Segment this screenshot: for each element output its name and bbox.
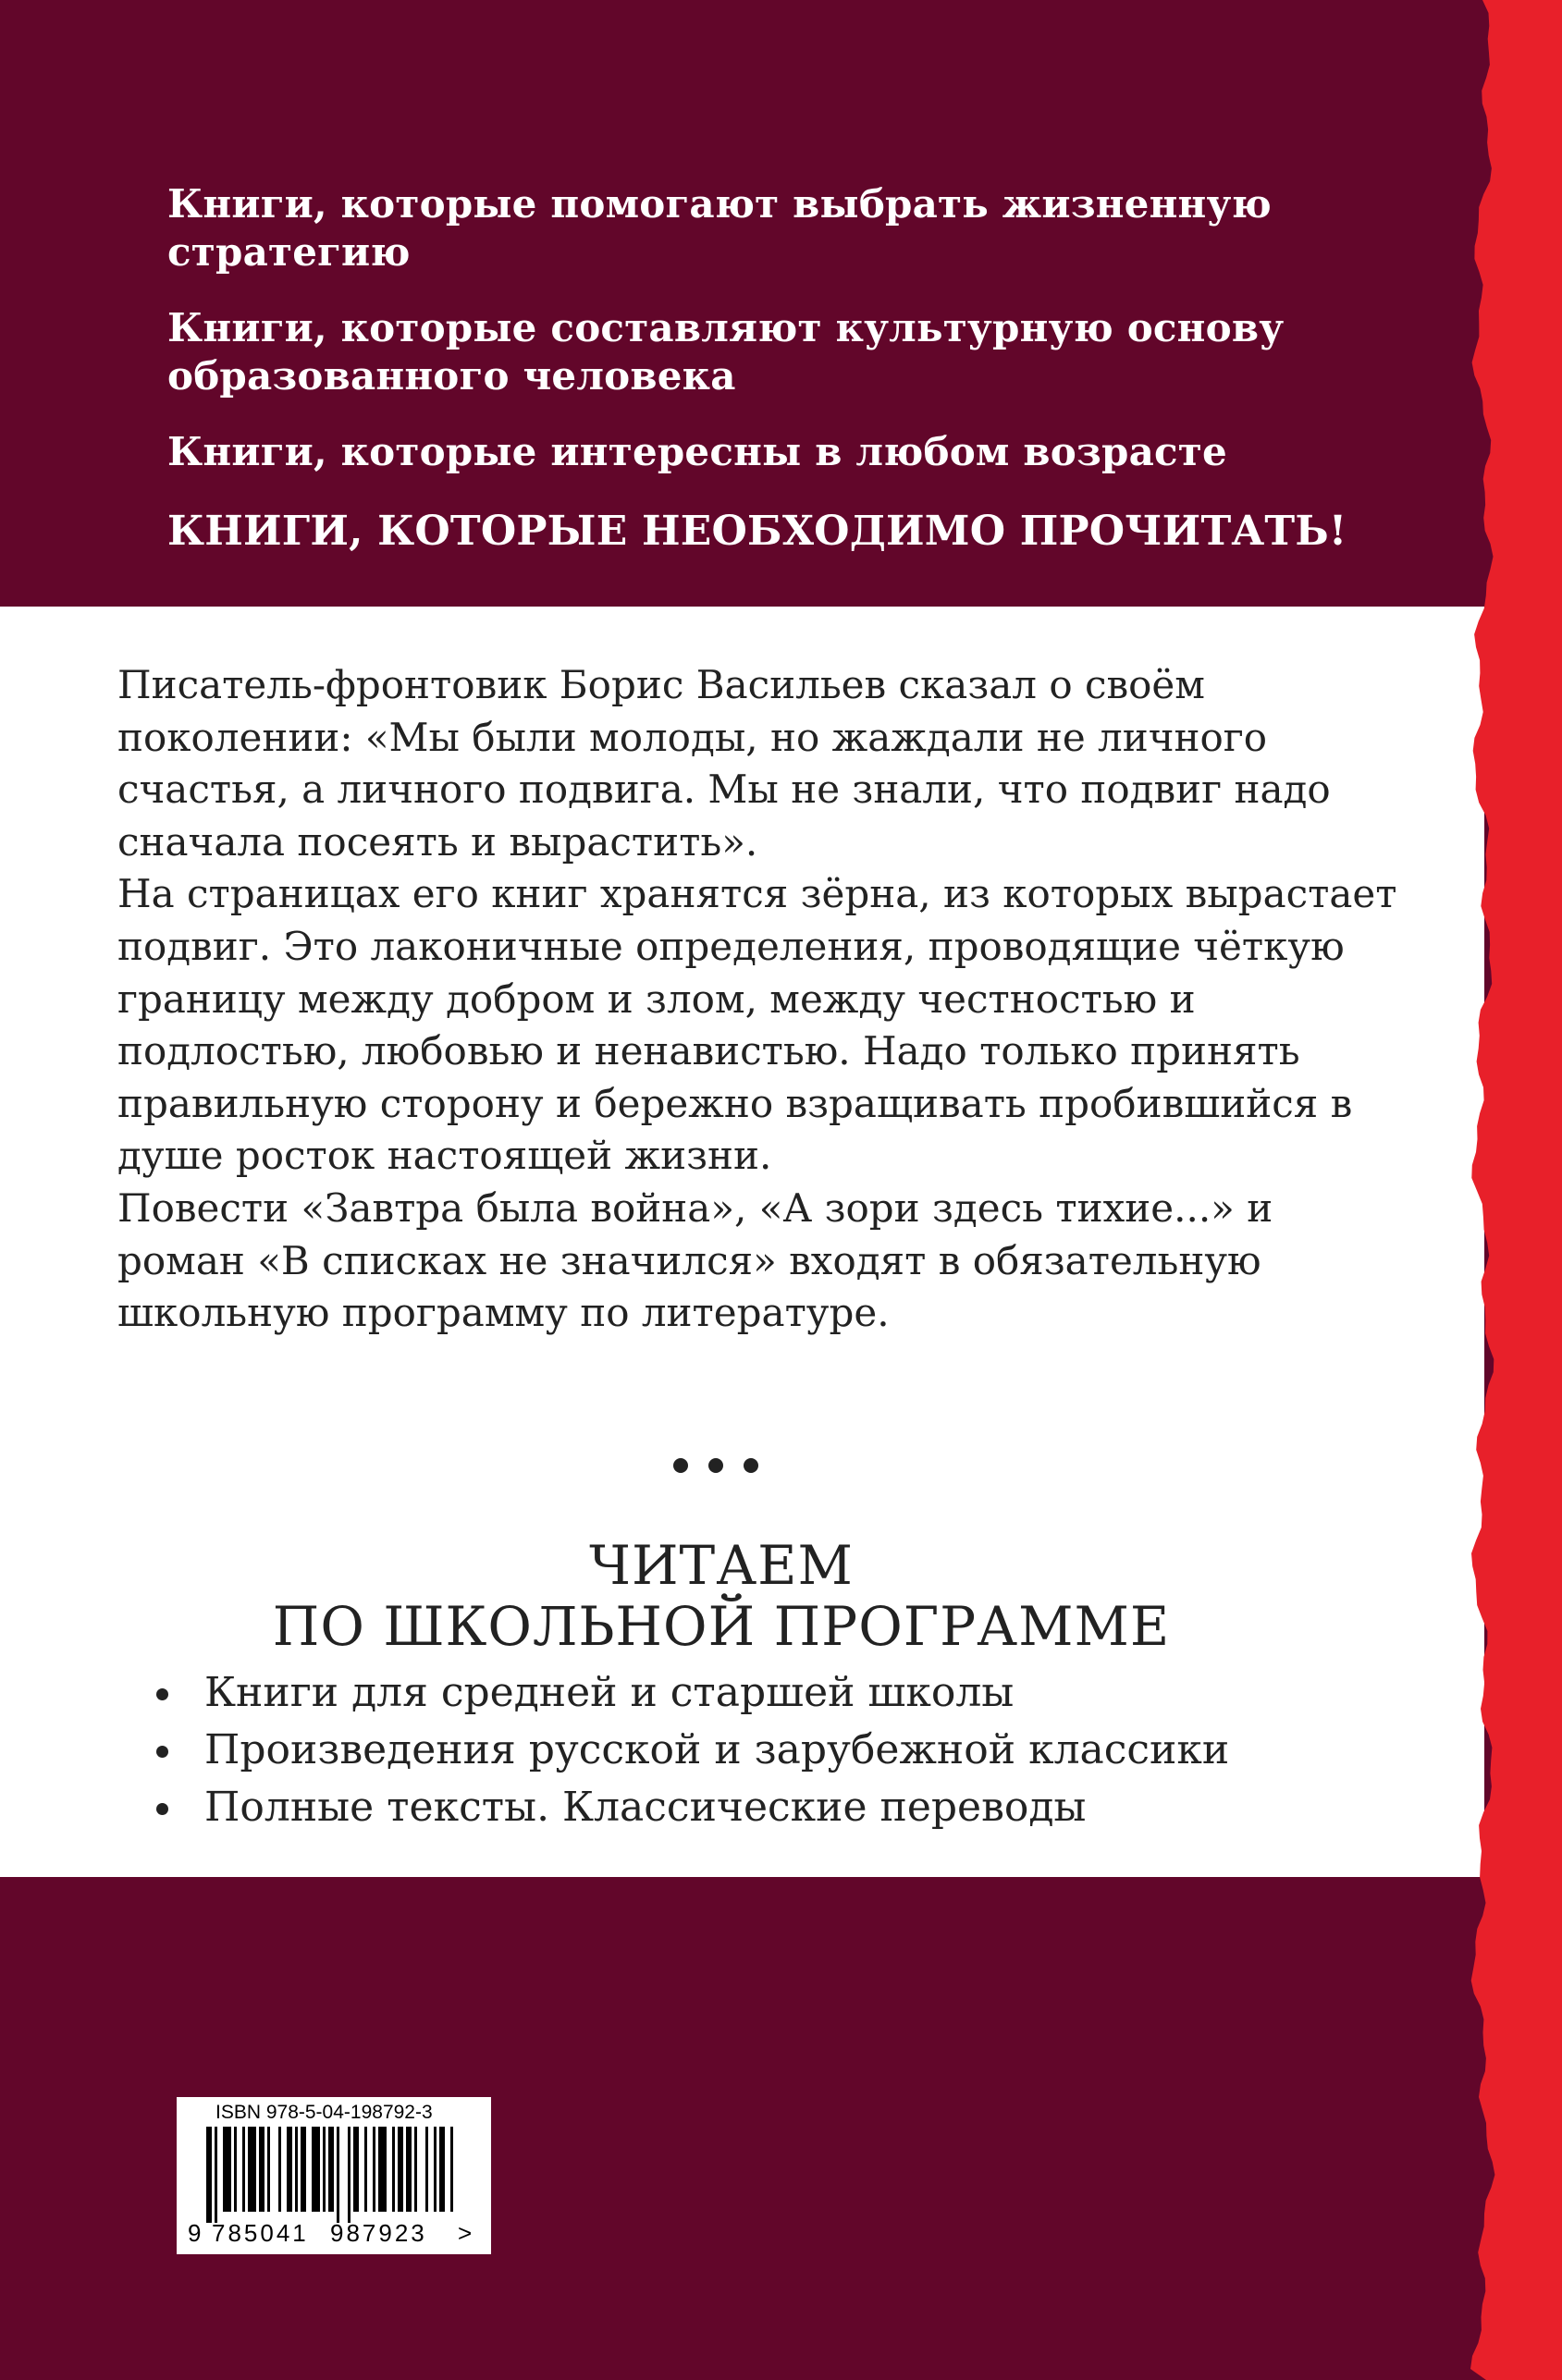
series-title bbox=[0, 1535, 1443, 1657]
barcode-bar bbox=[392, 2127, 395, 2212]
barcode-bar bbox=[353, 2127, 359, 2212]
series-title-line: ПО ШКОЛЬНОЙ ПРОГРАММЕ bbox=[272, 1595, 1171, 1658]
barcode-bar bbox=[234, 2127, 237, 2212]
barcode-bar bbox=[242, 2127, 245, 2212]
barcode-bar bbox=[223, 2127, 231, 2212]
description-paragraph: Писатель-фронтовик Борис Васильев сказал о своём поколении: «Мы были молоды, но жаждали не личного счастья, а личного подвига. Мы не знали, что подвиг надо сначала посеять и вырастить». bbox=[117, 662, 1331, 865]
barcode-bar bbox=[425, 2127, 428, 2212]
barcode-group-left: 785041 bbox=[212, 2219, 309, 2247]
barcode-bar bbox=[373, 2127, 375, 2212]
barcode-graphic bbox=[184, 2127, 484, 2249]
barcode-bar bbox=[398, 2127, 403, 2212]
slogan-caps-line: КНИГИ, КОТОРЫЕ НЕОБХОДИМО ПРОЧИТАТЬ! bbox=[167, 508, 1347, 555]
feature-item: Полные тексты. Классические переводы bbox=[151, 1779, 1445, 1836]
barcode-bar bbox=[206, 2127, 212, 2223]
description-paragraph: Повести «Завтра была война», «А зори здесь тихие...» и роман «В списках не значился» входят в обязательную школьную программу по литературе. bbox=[117, 1184, 1273, 1336]
barcode-bar bbox=[287, 2127, 292, 2212]
barcode-bar bbox=[450, 2127, 453, 2212]
dot bbox=[708, 1458, 723, 1473]
barcode-bar bbox=[215, 2127, 217, 2223]
barcode-bar bbox=[378, 2127, 387, 2212]
slogan-line: Книги, которые помогают выбрать жизненную стратегию bbox=[167, 181, 1272, 275]
barcode-bar bbox=[414, 2127, 417, 2212]
isbn-barcode bbox=[177, 2097, 491, 2254]
barcode-bar bbox=[278, 2127, 281, 2212]
barcode-bar bbox=[259, 2127, 264, 2212]
series-features bbox=[151, 1664, 1445, 1836]
barcode-bar bbox=[337, 2127, 339, 2223]
book-description bbox=[117, 659, 1412, 1340]
barcode-bar bbox=[267, 2127, 270, 2212]
barcode-group-right: 987923 bbox=[330, 2219, 427, 2247]
feature-item: Книги для средней и старшей школы bbox=[151, 1664, 1445, 1722]
slogan-line: Книги, которые интересны в любом возрасте bbox=[167, 429, 1227, 474]
feature-item: Произведения русской и зарубежной классики bbox=[151, 1722, 1445, 1779]
description-paragraph: На страницах его книг хранятся зёрна, из которых вырастает подвиг. Это лаконичные определения, проводящие чёткую границу между добром и злом, между честностью и подлостью, любовью и ненавистью. Надо только принять правильную сторону и бережно взращивать пробившийся в душе росток настоящей жизни. bbox=[117, 871, 1397, 1179]
torn-red-edge bbox=[1466, 0, 1562, 2380]
barcode-bar bbox=[248, 2127, 256, 2212]
barcode-bar bbox=[328, 2127, 334, 2212]
barcode-bar bbox=[406, 2127, 412, 2212]
barcode-bar bbox=[295, 2127, 298, 2212]
barcode-bar bbox=[364, 2127, 367, 2212]
separator-dots bbox=[673, 1452, 784, 1479]
barcode-end-mark: > bbox=[458, 2219, 473, 2247]
barcode-bar bbox=[323, 2127, 326, 2212]
barcode-bar bbox=[434, 2127, 437, 2212]
series-title-line: ЧИТАЕМ bbox=[589, 1534, 854, 1597]
series-slogans bbox=[167, 180, 1388, 583]
dot bbox=[744, 1458, 758, 1473]
barcode-first-digit: 9 bbox=[188, 2219, 202, 2247]
barcode-bar bbox=[348, 2127, 351, 2223]
slogan-line: Книги, которые составляют культурную основу образованного человека bbox=[167, 305, 1285, 399]
barcode-bar bbox=[312, 2127, 320, 2212]
dot bbox=[673, 1458, 688, 1473]
barcode-bar bbox=[439, 2127, 445, 2212]
barcode-bar bbox=[301, 2127, 306, 2212]
isbn-label: ISBN 978-5-04-198792-3 bbox=[215, 2102, 433, 2123]
